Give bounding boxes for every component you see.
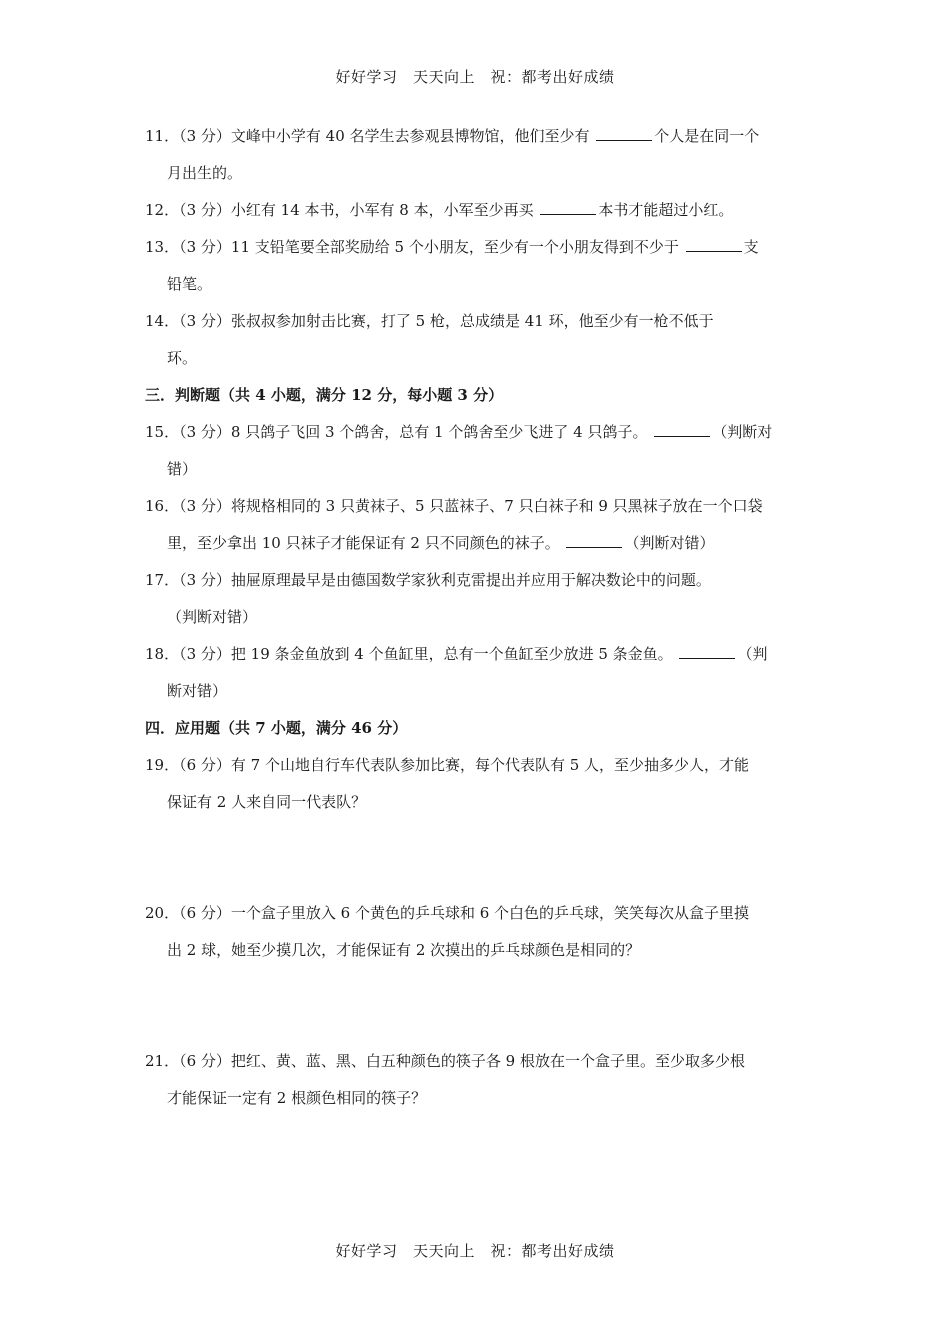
- question-text: 15．（3 分）8 只鸽子飞回 3 个鸽舍，总有 1 个鸽舍至少飞进了 4 只鸽子。: [145, 423, 653, 441]
- question-text: 支: [743, 238, 759, 256]
- answer-blank[interactable]: [566, 533, 622, 548]
- question-15: [145, 414, 810, 488]
- question-text: 16．（3 分）将规格相同的 3 只黄袜子、5 只蓝袜子、7 只白袜子和 9 只黑袜子放在一个口袋: [145, 497, 763, 515]
- question-text-continued: 出 2 球，她至少摸几次，才能保证有 2 次摸出的乒乓球颜色是相同的？: [167, 941, 641, 959]
- question-text-continued: （判断对错）: [167, 608, 258, 626]
- question-text: 18．（3 分）把 19 条金鱼放到 4 个鱼缸里，总有一个鱼缸至少放进 5 条金鱼。: [145, 645, 678, 663]
- answer-space[interactable]: [145, 969, 810, 1043]
- question-text: （判: [737, 645, 768, 663]
- question-14: [145, 303, 810, 377]
- question-16: [145, 488, 810, 562]
- question-text: 17．（3 分）抽屉原理最早是由德国数学家狄利克雷提出并应用于解决数论中的问题。: [145, 571, 711, 589]
- question-text: 里，至少拿出 10 只袜子才能保证有 2 只不同颜色的袜子。: [167, 534, 565, 552]
- question-text: （判断对错）: [624, 534, 715, 552]
- answer-space[interactable]: [145, 821, 810, 895]
- section-heading-judgement: 三．判断题（共 4 小题，满分 12 分，每小题 3 分）: [145, 386, 504, 404]
- question-text-continued: 月出生的。: [167, 164, 243, 182]
- question-18: [145, 636, 810, 710]
- question-text: （判断对: [712, 423, 773, 441]
- question-19: [145, 747, 810, 821]
- answer-blank[interactable]: [686, 237, 742, 252]
- question-12: [145, 192, 810, 229]
- page-header: 好好学习 天天向上 祝：都考出好成绩: [335, 68, 615, 86]
- answer-blank[interactable]: [654, 422, 710, 437]
- question-text: 个人是在同一个: [654, 127, 760, 145]
- question-text: 21．（6 分）把红、黄、蓝、黑、白五种颜色的筷子各 9 根放在一个盒子里。至少取多少根: [145, 1052, 745, 1070]
- question-20: [145, 895, 810, 969]
- question-text-continued: 断对错）: [167, 682, 228, 700]
- question-text-continued: 环。: [167, 349, 198, 367]
- page-footer: 好好学习 天天向上 祝：都考出好成绩: [335, 1242, 615, 1260]
- section-heading-application: 四．应用题（共 7 小题，满分 46 分）: [145, 719, 408, 737]
- answer-blank[interactable]: [540, 200, 596, 215]
- question-text-continued: 铅笔。: [167, 275, 213, 293]
- question-21: [145, 1043, 810, 1117]
- answer-blank[interactable]: [596, 126, 652, 141]
- question-text: 11．（3 分）文峰中小学有 40 名学生去参观县博物馆，他们至少有: [145, 127, 595, 145]
- question-text: 13．（3 分）11 支铅笔要全部奖励给 5 个小朋友，至少有一个小朋友得到不少于: [145, 238, 684, 256]
- question-text-continued: 错）: [167, 460, 198, 478]
- question-text-continued: [145, 525, 810, 562]
- question-17: [145, 562, 810, 636]
- question-text: 14．（3 分）张叔叔参加射击比赛，打了 5 枪，总成绩是 41 环，他至少有一枪不低于: [145, 312, 714, 330]
- question-text: 12．（3 分）小红有 14 本书，小军有 8 本，小军至少再买: [145, 201, 539, 219]
- answer-blank[interactable]: [679, 644, 735, 659]
- question-text: 19．（6 分）有 7 个山地自行车代表队参加比赛，每个代表队有 5 人，至少抽多少人，才能: [145, 756, 750, 774]
- question-text-continued: 才能保证一定有 2 根颜色相同的筷子？: [167, 1089, 427, 1107]
- question-text-continued: 保证有 2 人来自同一代表队？: [167, 793, 367, 811]
- question-11: [145, 118, 810, 192]
- question-13: [145, 229, 810, 303]
- question-list: [145, 118, 810, 1117]
- question-text: 20．（6 分）一个盒子里放入 6 个黄色的乒乓球和 6 个白色的乒乓球，笑笑每次从盒子里摸: [145, 904, 750, 922]
- question-text: 本书才能超过小红。: [598, 201, 734, 219]
